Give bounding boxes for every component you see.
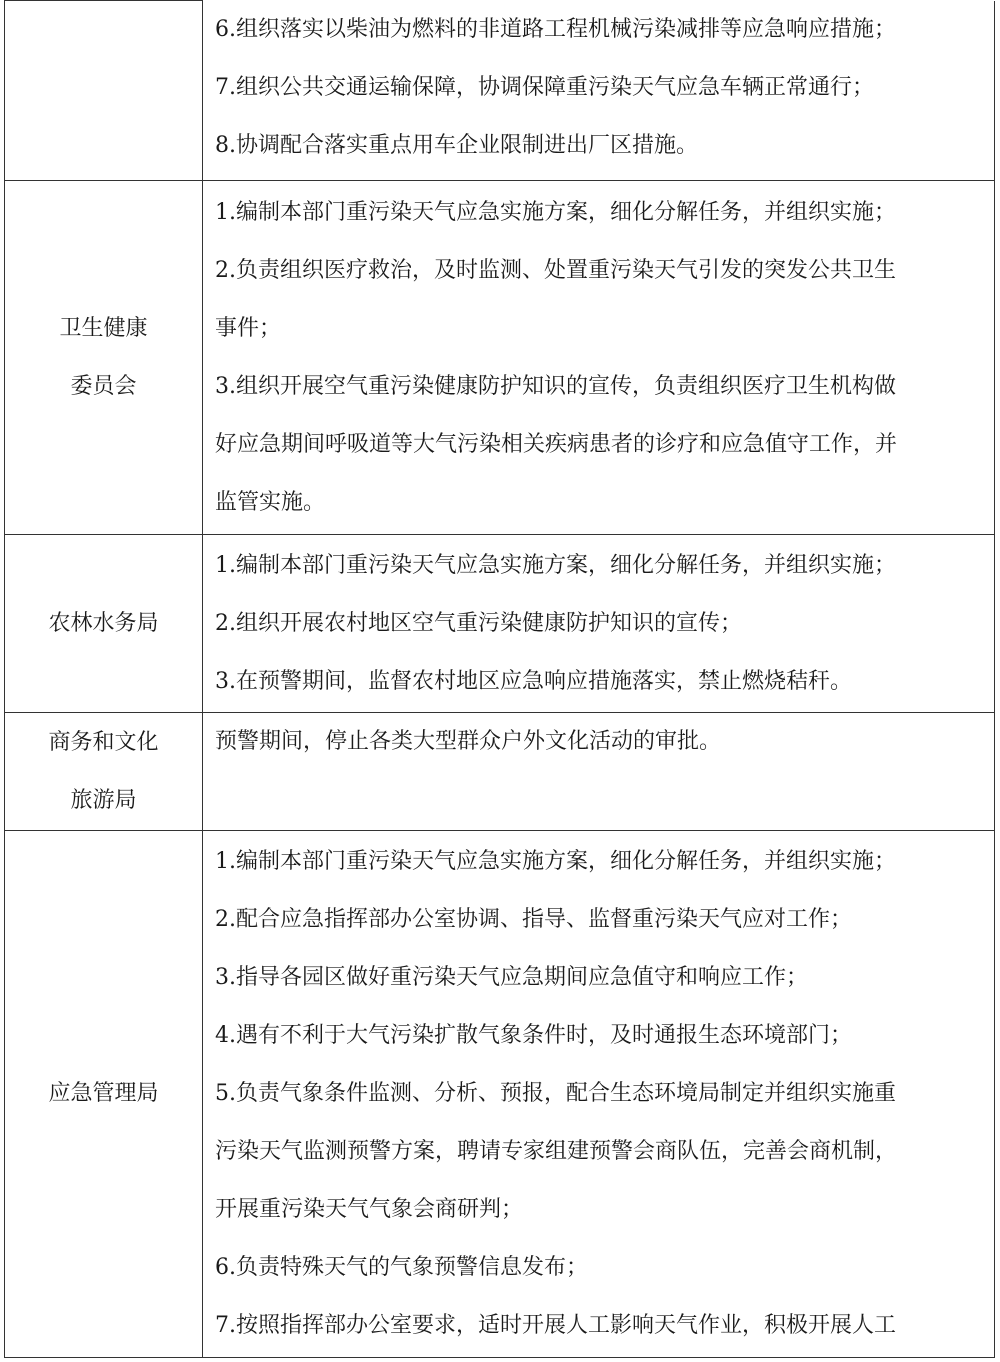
duty-item: 6.负责特殊天气的气象预警信息发布； bbox=[215, 1255, 588, 1280]
department-name: 卫生健康 bbox=[59, 315, 148, 341]
duty-item-line: 开展重污染天气气象会商研判； bbox=[215, 1197, 524, 1222]
department-name: 旅游局 bbox=[70, 787, 137, 813]
table-row bbox=[5, 713, 995, 831]
duty-item: 7.按照指挥部办公室要求，适时开展人工影响天气作业，积极开展人工 bbox=[215, 1313, 896, 1338]
duty-item: 7.组织公共交通运输保障，协调保障重污染天气应急车辆正常通行； bbox=[215, 75, 874, 101]
duty-item: 1.编制本部门重污染天气应急实施方案，细化分解任务，并组织实施； bbox=[215, 552, 896, 578]
department-name: 商务和文化 bbox=[48, 729, 159, 755]
duty-item-line: 污染天气监测预警方案，聘请专家组建预警会商队伍，完善会商机制， bbox=[215, 1139, 898, 1164]
duty-item: 1.编制本部门重污染天气应急实施方案，细化分解任务，并组织实施； bbox=[215, 849, 896, 874]
duty-item-line: 监管实施。 bbox=[215, 489, 326, 515]
duty-item bbox=[215, 1065, 988, 1239]
duty-item: 2.组织开展农村地区空气重污染健康防护知识的宣传； bbox=[215, 610, 742, 636]
department-cell bbox=[5, 535, 203, 713]
department-cell bbox=[5, 181, 203, 535]
table-row bbox=[5, 181, 995, 535]
duty-item: 3.指导各园区做好重污染天气应急期间应急值守和响应工作； bbox=[215, 965, 808, 990]
responsibility-cell bbox=[203, 713, 995, 831]
table-row bbox=[5, 831, 995, 1358]
duty-item: 4.遇有不利于大气污染扩散气象条件时，及时通报生态环境部门； bbox=[215, 1023, 852, 1048]
responsibility-cell bbox=[203, 831, 995, 1358]
duty-item: 6.组织落实以柴油为燃料的非道路工程机械污染减排等应急响应措施； bbox=[215, 17, 896, 43]
duty-item: 8.协调配合落实重点用车企业限制进出厂区措施。 bbox=[215, 133, 698, 159]
responsibility-cell bbox=[203, 535, 995, 713]
table-row bbox=[5, 1, 995, 181]
duty-item-line: 5.负责气象条件监测、分析、预报，配合生态环境局制定并组织实施重 bbox=[215, 1081, 896, 1106]
responsibility-table bbox=[4, 0, 995, 1358]
table-row bbox=[5, 535, 995, 713]
duty-item: 2.配合应急指挥部办公室协调、指导、监督重污染天气应对工作； bbox=[215, 907, 852, 932]
responsibility-cell bbox=[203, 1, 995, 181]
duty-item: 3.在预警期间，监督农村地区应急响应措施落实，禁止燃烧秸秆。 bbox=[215, 668, 852, 694]
responsibility-cell bbox=[203, 181, 995, 535]
duty-item-line: 3.组织开展空气重污染健康防护知识的宣传，负责组织医疗卫生机构做 bbox=[215, 373, 896, 399]
department-name: 委员会 bbox=[70, 373, 137, 399]
department-cell bbox=[5, 713, 203, 831]
department-cell bbox=[5, 831, 203, 1358]
duty-item-line: 2.负责组织医疗救治，及时监测、处置重污染天气引发的突发公共卫生 bbox=[215, 257, 896, 283]
duty-item-line: 事件； bbox=[215, 315, 282, 341]
duty-item-line: 好应急期间呼吸道等大气污染相关疾病患者的诊疗和应急值守工作，并 bbox=[215, 431, 898, 457]
document-page bbox=[4, 0, 994, 1358]
duty-item bbox=[215, 242, 988, 358]
duty-item: 1.编制本部门重污染天气应急实施方案，细化分解任务，并组织实施； bbox=[215, 199, 896, 225]
department-name: 农林水务局 bbox=[48, 610, 159, 636]
duty-item: 预警期间，停止各类大型群众户外文化活动的审批。 bbox=[215, 729, 722, 754]
department-name: 应急管理局 bbox=[48, 1081, 159, 1106]
department-cell bbox=[5, 1, 203, 181]
duty-item bbox=[215, 358, 988, 532]
